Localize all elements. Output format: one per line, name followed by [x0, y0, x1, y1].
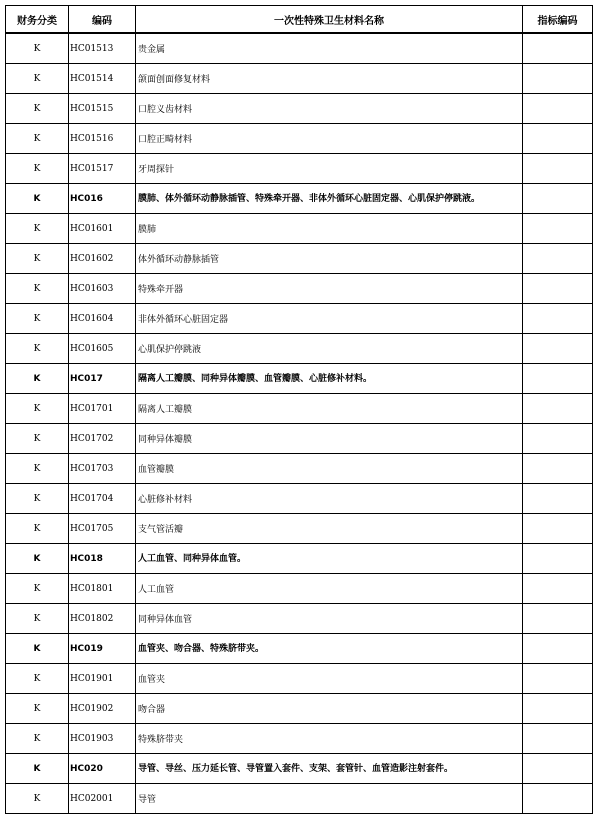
index-code-cell: [523, 514, 593, 544]
table-group-row: [6, 364, 593, 394]
category-cell: K: [6, 424, 69, 454]
code-cell: HC01601: [69, 214, 136, 244]
table-row: [6, 514, 593, 544]
code-cell: HC01517: [69, 154, 136, 184]
category-cell: K: [6, 604, 69, 634]
table-group-row: [6, 544, 593, 574]
table-row: [6, 484, 593, 514]
index-code-cell: [523, 754, 593, 784]
category-cell: K: [6, 544, 69, 574]
index-code-cell: [523, 784, 593, 814]
name-cell: 心脏修补材料: [136, 484, 523, 514]
name-cell: 特殊牵开器: [136, 274, 523, 304]
table-group-row: [6, 634, 593, 664]
category-cell: K: [6, 454, 69, 484]
index-code-cell: [523, 604, 593, 634]
index-code-cell: [523, 634, 593, 664]
table-row: [6, 214, 593, 244]
name-cell: 血管瓣膜: [136, 454, 523, 484]
index-code-cell: [523, 424, 593, 454]
table-row: [6, 124, 593, 154]
code-cell: HC01802: [69, 604, 136, 634]
index-code-cell: [523, 214, 593, 244]
name-cell: 膜肺、体外循环动静脉插管、特殊牵开器、非体外循环心脏固定器、心肌保护停跳液。: [136, 184, 523, 214]
table-group-row: [6, 184, 593, 214]
index-code-cell: [523, 94, 593, 124]
table-row: [6, 304, 593, 334]
code-cell: HC01704: [69, 484, 136, 514]
name-cell: 口腔义齿材料: [136, 94, 523, 124]
table-row: [6, 604, 593, 634]
code-cell: HC01602: [69, 244, 136, 274]
code-cell: HC01801: [69, 574, 136, 604]
index-code-cell: [523, 664, 593, 694]
category-cell: K: [6, 724, 69, 754]
category-cell: K: [6, 784, 69, 814]
name-cell: 导管: [136, 784, 523, 814]
document-page: [5, 5, 593, 814]
index-code-cell: [523, 364, 593, 394]
table-row: [6, 33, 593, 64]
table-row: [6, 574, 593, 604]
code-cell: HC01513: [69, 33, 136, 64]
table-row: [6, 784, 593, 814]
index-code-cell: [523, 274, 593, 304]
category-cell: K: [6, 94, 69, 124]
category-cell: K: [6, 244, 69, 274]
name-cell: 支气管活瓣: [136, 514, 523, 544]
code-cell: HC01903: [69, 724, 136, 754]
name-cell: 心肌保护停跳液: [136, 334, 523, 364]
name-cell: 膜肺: [136, 214, 523, 244]
header-name: 一次性特殊卫生材料名称: [136, 6, 523, 34]
name-cell: 人工血管、同种异体血管。: [136, 544, 523, 574]
category-cell: K: [6, 124, 69, 154]
index-code-cell: [523, 484, 593, 514]
name-cell: 隔离人工瓣膜: [136, 394, 523, 424]
name-cell: 隔离人工瓣膜、同种异体瓣膜、血管瓣膜、心脏修补材料。: [136, 364, 523, 394]
category-cell: K: [6, 304, 69, 334]
code-cell: HC017: [69, 364, 136, 394]
category-cell: K: [6, 33, 69, 64]
index-code-cell: [523, 244, 593, 274]
name-cell: 牙周探针: [136, 154, 523, 184]
index-code-cell: [523, 184, 593, 214]
table-row: [6, 154, 593, 184]
category-cell: K: [6, 664, 69, 694]
name-cell: 口腔正畸材料: [136, 124, 523, 154]
name-cell: 颌面创面修复材料: [136, 64, 523, 94]
code-cell: HC01902: [69, 694, 136, 724]
table-row: [6, 274, 593, 304]
category-cell: K: [6, 634, 69, 664]
index-code-cell: [523, 154, 593, 184]
index-code-cell: [523, 304, 593, 334]
name-cell: 血管夹: [136, 664, 523, 694]
code-cell: HC01701: [69, 394, 136, 424]
name-cell: 体外循环动静脉插管: [136, 244, 523, 274]
code-cell: HC020: [69, 754, 136, 784]
code-cell: HC018: [69, 544, 136, 574]
category-cell: K: [6, 574, 69, 604]
index-code-cell: [523, 33, 593, 64]
index-code-cell: [523, 454, 593, 484]
category-cell: K: [6, 484, 69, 514]
category-cell: K: [6, 514, 69, 544]
name-cell: 同种异体瓣膜: [136, 424, 523, 454]
header-index-code: 指标编码: [523, 6, 593, 34]
table-row: [6, 244, 593, 274]
category-cell: K: [6, 184, 69, 214]
table-row: [6, 694, 593, 724]
category-cell: K: [6, 154, 69, 184]
name-cell: 贵金属: [136, 33, 523, 64]
code-cell: HC019: [69, 634, 136, 664]
code-cell: HC01901: [69, 664, 136, 694]
code-cell: HC01515: [69, 94, 136, 124]
table-header-row: [6, 6, 593, 34]
code-cell: HC016: [69, 184, 136, 214]
code-cell: HC01514: [69, 64, 136, 94]
table-row: [6, 454, 593, 484]
index-code-cell: [523, 334, 593, 364]
code-cell: HC01516: [69, 124, 136, 154]
table-row: [6, 94, 593, 124]
category-cell: K: [6, 334, 69, 364]
index-code-cell: [523, 64, 593, 94]
code-cell: HC01605: [69, 334, 136, 364]
header-category: 财务分类: [6, 6, 69, 34]
table-row: [6, 334, 593, 364]
name-cell: 血管夹、吻合器、特殊脐带夹。: [136, 634, 523, 664]
index-code-cell: [523, 394, 593, 424]
index-code-cell: [523, 574, 593, 604]
header-code: 编码: [69, 6, 136, 34]
table-row: [6, 664, 593, 694]
table-body: [6, 33, 593, 814]
category-cell: K: [6, 394, 69, 424]
index-code-cell: [523, 544, 593, 574]
code-cell: HC01604: [69, 304, 136, 334]
category-cell: K: [6, 364, 69, 394]
category-cell: K: [6, 214, 69, 244]
index-code-cell: [523, 724, 593, 754]
category-cell: K: [6, 274, 69, 304]
name-cell: 吻合器: [136, 694, 523, 724]
materials-table: [5, 5, 593, 814]
code-cell: HC01703: [69, 454, 136, 484]
table-row: [6, 394, 593, 424]
table-row: [6, 424, 593, 454]
code-cell: HC01702: [69, 424, 136, 454]
name-cell: 导管、导丝、压力延长管、导管置入套件、支架、套管针、血管造影注射套件。: [136, 754, 523, 784]
index-code-cell: [523, 694, 593, 724]
code-cell: HC02001: [69, 784, 136, 814]
name-cell: 同种异体血管: [136, 604, 523, 634]
table-row: [6, 64, 593, 94]
index-code-cell: [523, 124, 593, 154]
category-cell: K: [6, 64, 69, 94]
table-group-row: [6, 754, 593, 784]
table-row: [6, 724, 593, 754]
name-cell: 非体外循环心脏固定器: [136, 304, 523, 334]
code-cell: HC01603: [69, 274, 136, 304]
category-cell: K: [6, 694, 69, 724]
code-cell: HC01705: [69, 514, 136, 544]
category-cell: K: [6, 754, 69, 784]
name-cell: 人工血管: [136, 574, 523, 604]
name-cell: 特殊脐带夹: [136, 724, 523, 754]
